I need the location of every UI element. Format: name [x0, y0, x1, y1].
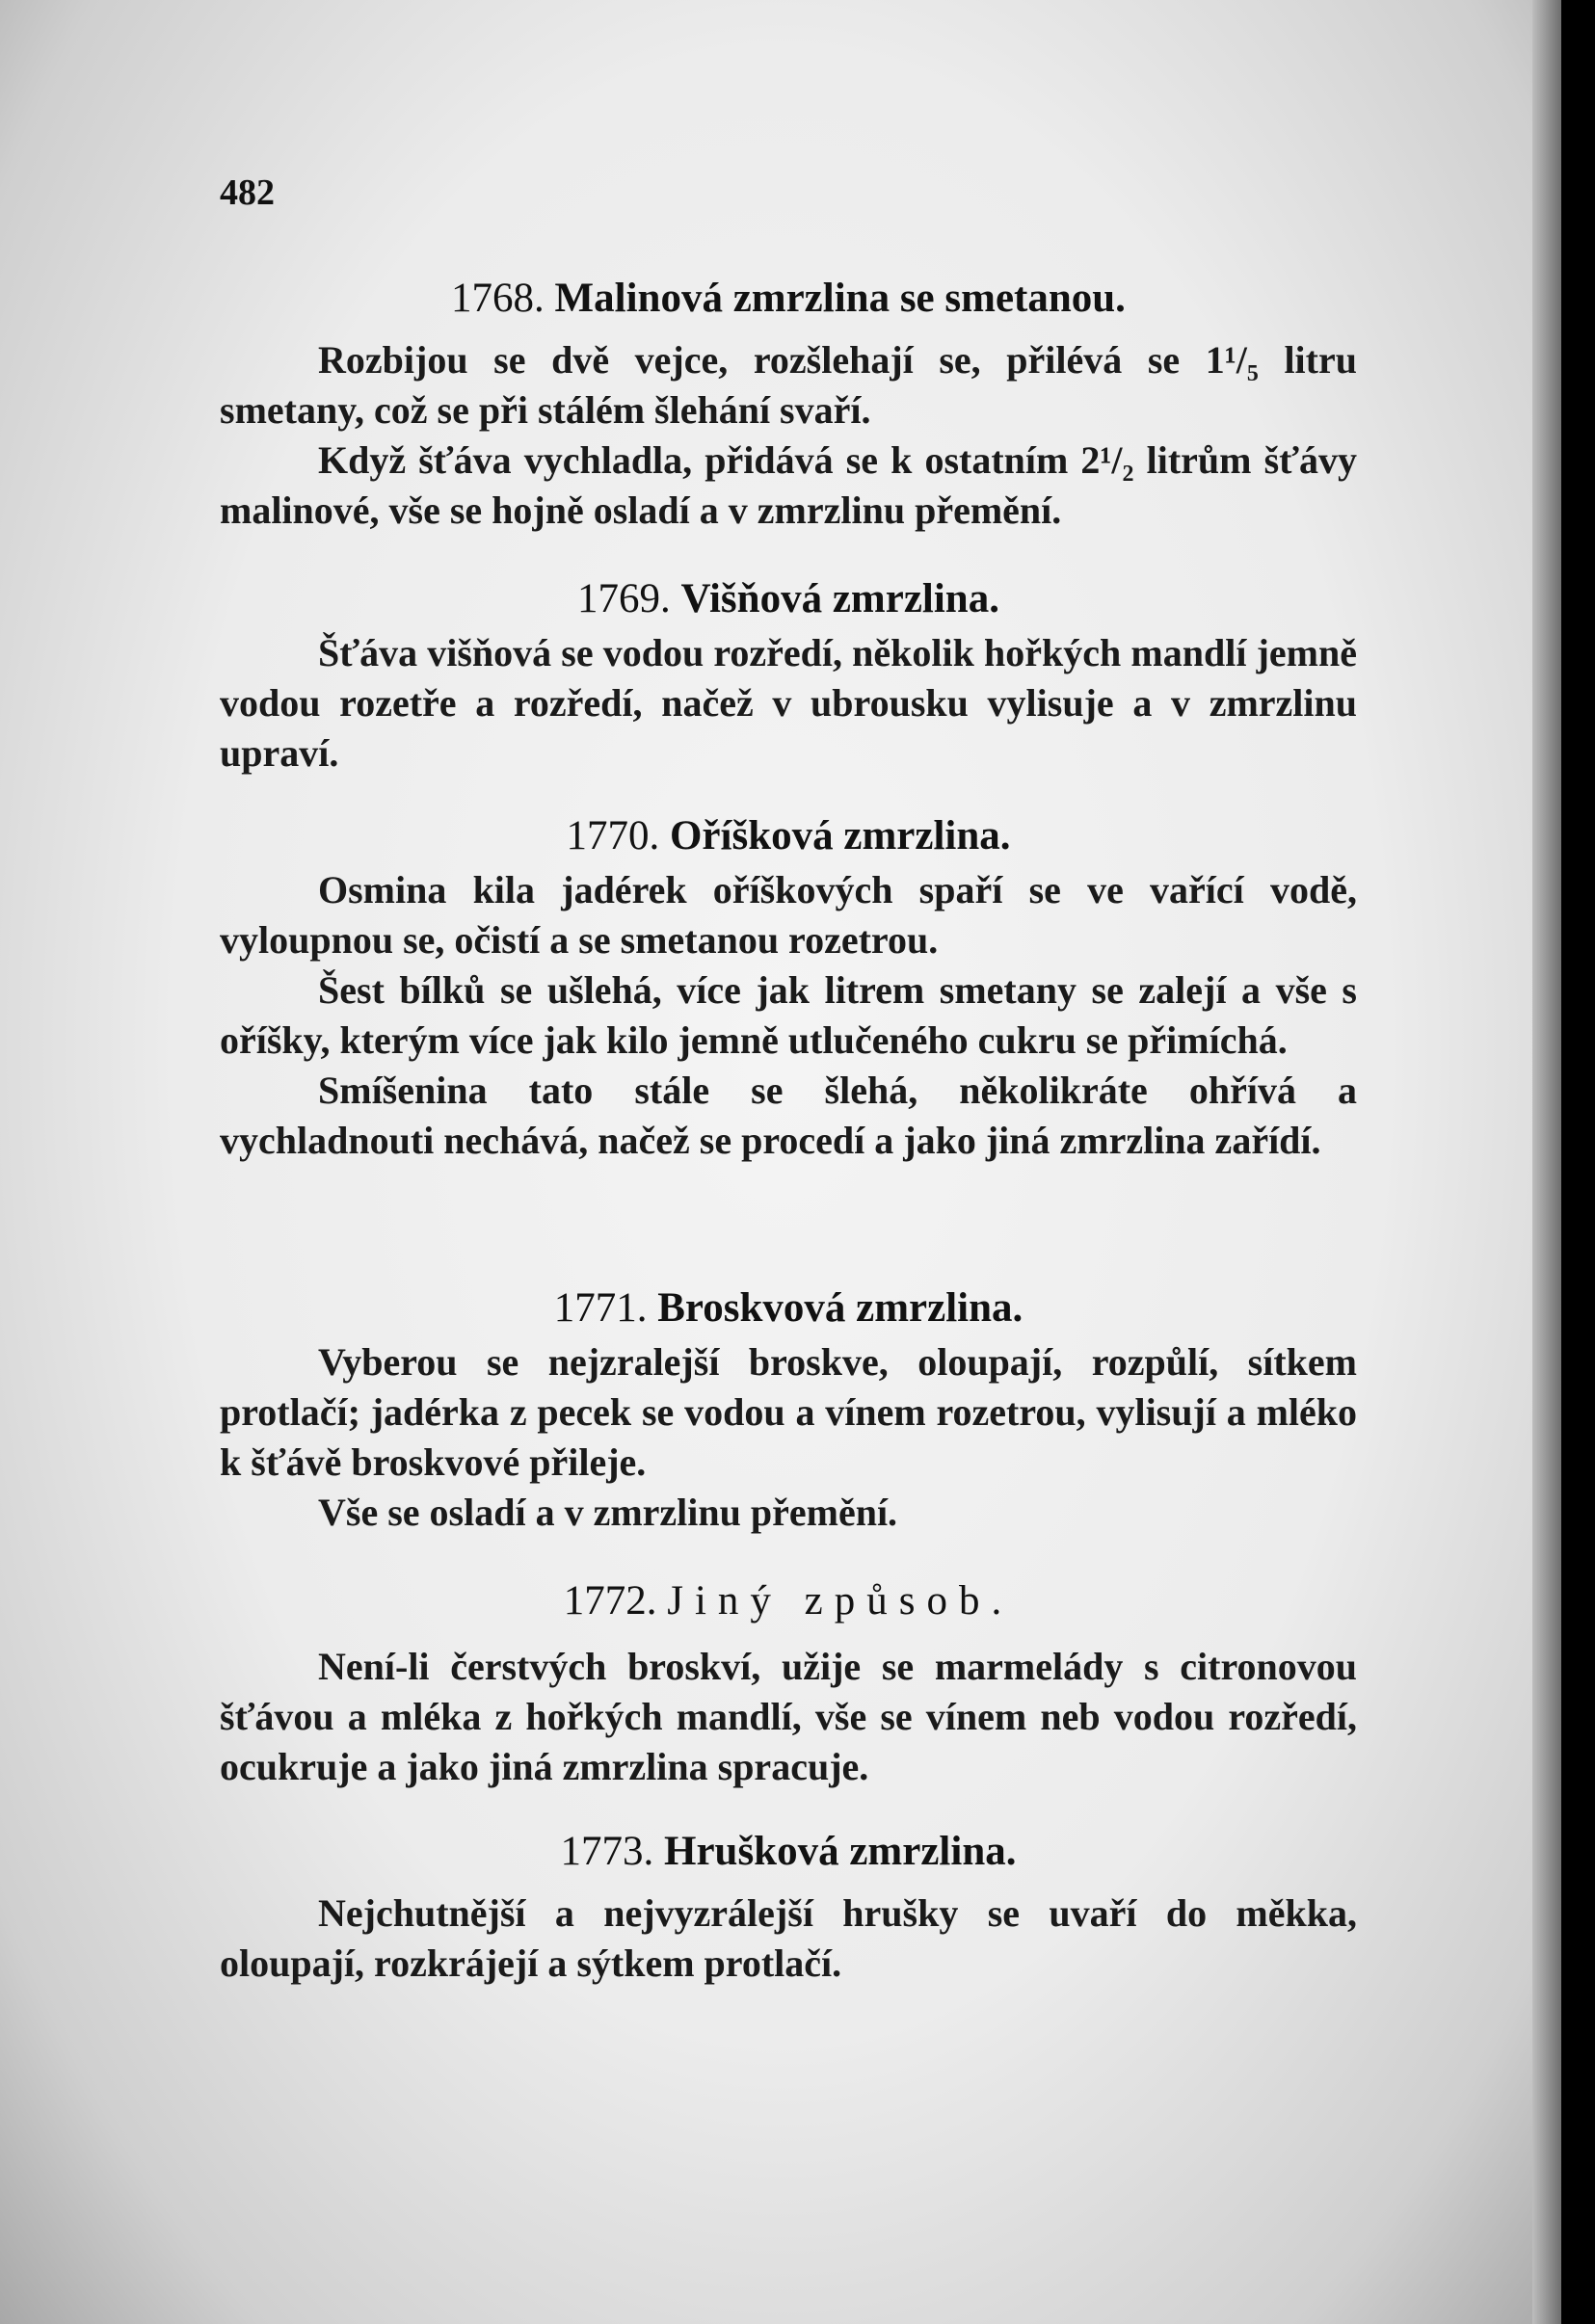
recipe-title: Hrušková zmrzlina.	[664, 1829, 1017, 1874]
recipe-heading	[220, 270, 1357, 328]
recipe-heading	[220, 1280, 1357, 1337]
recipe-title: Malinová zmrzlina se smetanou.	[554, 276, 1126, 321]
recipe-title: Višňová zmrzlina.	[680, 576, 999, 621]
recipe-heading	[220, 1572, 1357, 1630]
recipe-number: 1769.	[577, 576, 671, 621]
recipe-title: Jiný způsob.	[667, 1578, 1014, 1624]
recipe-number: 1768.	[451, 276, 545, 321]
recipe-paragraph: Šest bílků se ušlehá, více jak litrem smetany se zalejí a vše s oříšky, kterým více jak kilo jemně utlučeného cukru se přimíchá.	[220, 968, 1357, 1062]
recipe-heading	[220, 570, 1357, 628]
recipe-paragraph: Vše se osladí a v zmrzlinu přemění.	[318, 1491, 898, 1534]
recipe-paragraph: Když šťáva vychladla, přidává se k ostatním 2¹/₂ litrům šťávy malinové, vše se hojně osladí a v zmrzlinu přemění.	[220, 438, 1357, 532]
recipe-paragraph: Šťáva višňová se vodou rozředí, několik hořkých mandlí jemně vodou rozetře a rozředí, načež v ubrousku vylisuje a v zmrzlinu upraví.	[220, 631, 1357, 775]
page-edge-shadow	[1532, 0, 1561, 2324]
recipe-heading	[220, 807, 1357, 865]
recipe-number: 1771.	[553, 1285, 648, 1331]
recipe-paragraph: Vyberou se nejzralejší broskve, oloupají, rozpůlí, sítkem protlačí; jadérka z pecek se vodou a vínem rozetrou, vylisují a mléko k šťávě broskvové přileje.	[220, 1340, 1357, 1484]
recipe-1768	[220, 270, 1357, 536]
recipe-title: Oříšková zmrzlina.	[669, 813, 1011, 858]
recipe-1769	[220, 570, 1357, 779]
recipe-title: Broskvová zmrzlina.	[657, 1285, 1023, 1331]
recipe-paragraph: Osmina kila jadérek oříškových spaří se ve vařící vodě, vyloupnou se, očistí a se smetanou rozetrou.	[220, 868, 1357, 962]
recipe-number: 1772.	[563, 1578, 657, 1624]
recipe-paragraph: Rozbijou se dvě vejce, rozšlehají se, přilévá se 1¹/₅ litru smetany, což se při stálém šlehání svaří.	[220, 338, 1357, 432]
recipe-number: 1773.	[560, 1829, 654, 1874]
recipe-1773	[220, 1823, 1357, 1989]
recipe-number: 1770.	[566, 813, 660, 858]
recipe-heading	[220, 1823, 1357, 1881]
recipe-paragraph: Není-li čerstvých broskví, užije se marmelády s citronovou šťávou a mléka z hořkých mandlí, vše se vínem neb vodou rozředí, ocukruje a jako jiná zmrzlina spracuje.	[220, 1645, 1357, 1788]
recipe-1772	[220, 1572, 1357, 1792]
recipe-paragraph: Nejchutnější a nejvyzrálejší hrušky se uvaří do měkka, oloupají, rozkrájejí a sýtkem protlačí.	[220, 1891, 1357, 1985]
recipe-paragraph: Smíšenina tato stále se šlehá, několikráte ohřívá a vychladnouti nechává, načež se procedí a jako jiná zmrzlina zařídí.	[220, 1069, 1357, 1162]
page-number: 482	[220, 172, 275, 213]
recipe-1770	[220, 807, 1357, 1166]
recipe-1771	[220, 1280, 1357, 1538]
